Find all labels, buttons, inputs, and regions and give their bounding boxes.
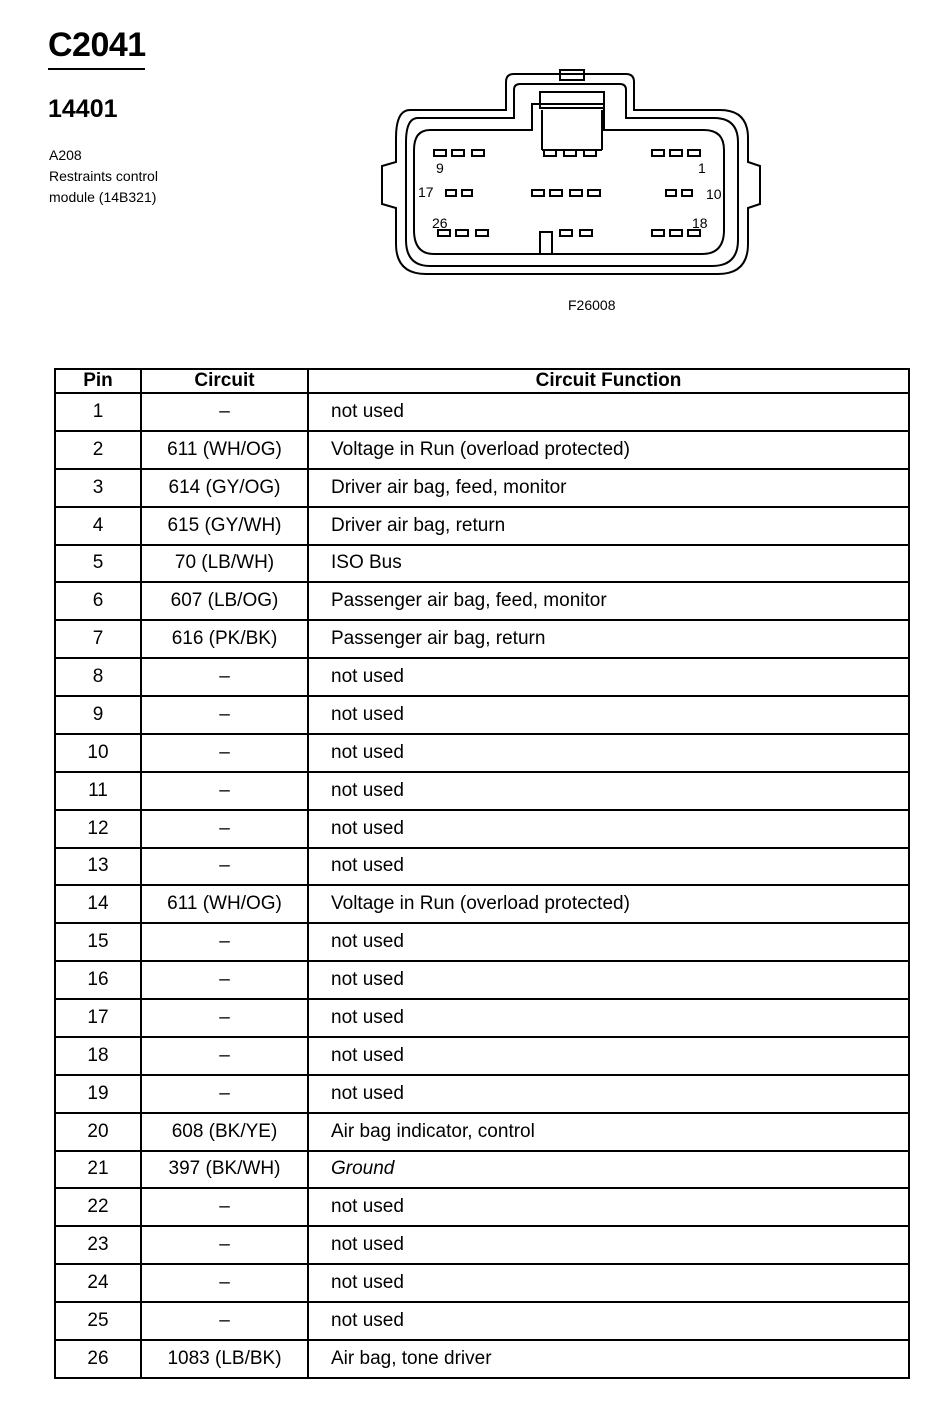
header-pin: Pin bbox=[55, 369, 141, 393]
circuit-cell: – bbox=[141, 1075, 308, 1113]
circuit-cell: – bbox=[141, 848, 308, 886]
circuit-cell: 611 (WH/OG) bbox=[141, 431, 308, 469]
table-row bbox=[55, 431, 909, 469]
description-line: Restraints control bbox=[49, 168, 158, 184]
pin-cell: 26 bbox=[55, 1340, 141, 1378]
pin-cell: 2 bbox=[55, 431, 141, 469]
pin-cell: 13 bbox=[55, 848, 141, 886]
circuit-cell: – bbox=[141, 658, 308, 696]
table-row bbox=[55, 923, 909, 961]
pin-cell: 22 bbox=[55, 1188, 141, 1226]
function-cell: not used bbox=[308, 961, 909, 999]
header-circuit-function: Circuit Function bbox=[308, 369, 909, 393]
pin-label-17: 17 bbox=[418, 184, 434, 200]
function-cell: not used bbox=[308, 1264, 909, 1302]
table-row bbox=[55, 961, 909, 999]
pin-cell: 10 bbox=[55, 734, 141, 772]
pin-cell: 12 bbox=[55, 810, 141, 848]
pin-cell: 14 bbox=[55, 885, 141, 923]
connector-id-title: C2041 bbox=[48, 26, 146, 64]
pin-cell: 1 bbox=[55, 393, 141, 431]
table-row bbox=[55, 1075, 909, 1113]
function-cell: Air bag, tone driver bbox=[308, 1340, 909, 1378]
table-row bbox=[55, 696, 909, 734]
table-row bbox=[55, 658, 909, 696]
table-row bbox=[55, 810, 909, 848]
connector-face-diagram bbox=[374, 66, 770, 286]
function-cell: Air bag indicator, control bbox=[308, 1113, 909, 1151]
circuit-cell: – bbox=[141, 1188, 308, 1226]
function-cell: not used bbox=[308, 1037, 909, 1075]
table-row bbox=[55, 999, 909, 1037]
pin-cell: 21 bbox=[55, 1151, 141, 1189]
description-line: module (14B321) bbox=[49, 189, 157, 205]
function-cell: not used bbox=[308, 923, 909, 961]
table-row bbox=[55, 582, 909, 620]
table-row bbox=[55, 620, 909, 658]
circuit-cell: – bbox=[141, 961, 308, 999]
pin-cell: 11 bbox=[55, 772, 141, 810]
pin-row-middle bbox=[446, 190, 692, 196]
pin-cell: 18 bbox=[55, 1037, 141, 1075]
pin-cell: 3 bbox=[55, 469, 141, 507]
table-row bbox=[55, 469, 909, 507]
circuit-cell: – bbox=[141, 1226, 308, 1264]
circuit-cell: – bbox=[141, 1037, 308, 1075]
circuit-cell: 615 (GY/WH) bbox=[141, 507, 308, 545]
function-cell: not used bbox=[308, 810, 909, 848]
circuit-cell: 614 (GY/OG) bbox=[141, 469, 308, 507]
table-row bbox=[55, 772, 909, 810]
table-row bbox=[55, 1037, 909, 1075]
pin-cell: 16 bbox=[55, 961, 141, 999]
pin-cell: 19 bbox=[55, 1075, 141, 1113]
pin-label-9: 9 bbox=[436, 160, 444, 176]
function-cell: Voltage in Run (overload protected) bbox=[308, 431, 909, 469]
table-row bbox=[55, 1302, 909, 1340]
module-description bbox=[49, 145, 158, 208]
function-cell: Voltage in Run (overload protected) bbox=[308, 885, 909, 923]
circuit-cell: – bbox=[141, 1264, 308, 1302]
table-row bbox=[55, 1226, 909, 1264]
function-cell: not used bbox=[308, 658, 909, 696]
circuit-cell: – bbox=[141, 734, 308, 772]
table-row bbox=[55, 1340, 909, 1378]
circuit-cell: 608 (BK/YE) bbox=[141, 1113, 308, 1151]
function-cell: Passenger air bag, feed, monitor bbox=[308, 582, 909, 620]
pin-cell: 23 bbox=[55, 1226, 141, 1264]
circuit-cell: 611 (WH/OG) bbox=[141, 885, 308, 923]
pin-cell: 8 bbox=[55, 658, 141, 696]
function-cell: Driver air bag, return bbox=[308, 507, 909, 545]
function-cell: Ground bbox=[308, 1151, 909, 1189]
table-row bbox=[55, 507, 909, 545]
circuit-cell: 397 (BK/WH) bbox=[141, 1151, 308, 1189]
circuit-cell: – bbox=[141, 999, 308, 1037]
circuit-cell: – bbox=[141, 393, 308, 431]
circuit-cell: 607 (LB/OG) bbox=[141, 582, 308, 620]
function-cell: not used bbox=[308, 1188, 909, 1226]
circuit-cell: – bbox=[141, 772, 308, 810]
function-cell: Driver air bag, feed, monitor bbox=[308, 469, 909, 507]
pin-label-10: 10 bbox=[706, 186, 722, 202]
function-cell: not used bbox=[308, 1302, 909, 1340]
circuit-cell: – bbox=[141, 696, 308, 734]
circuit-cell: 616 (PK/BK) bbox=[141, 620, 308, 658]
pin-table-body bbox=[55, 393, 909, 1378]
keying-slot bbox=[540, 232, 552, 254]
circuit-cell: 1083 (LB/BK) bbox=[141, 1340, 308, 1378]
pin-row-bottom bbox=[438, 230, 700, 236]
figure-code: F26008 bbox=[568, 297, 616, 313]
table-row bbox=[55, 734, 909, 772]
pin-cell: 15 bbox=[55, 923, 141, 961]
function-cell: Passenger air bag, return bbox=[308, 620, 909, 658]
pin-cell: 4 bbox=[55, 507, 141, 545]
function-cell: not used bbox=[308, 734, 909, 772]
function-cell: not used bbox=[308, 999, 909, 1037]
pin-label-18: 18 bbox=[692, 215, 708, 231]
pin-cell: 24 bbox=[55, 1264, 141, 1302]
circuit-cell: 70 (LB/WH) bbox=[141, 545, 308, 583]
connector-inner-shell bbox=[406, 84, 738, 266]
table-row bbox=[55, 1151, 909, 1189]
table-row bbox=[55, 885, 909, 923]
pin-cell: 25 bbox=[55, 1302, 141, 1340]
function-cell: not used bbox=[308, 696, 909, 734]
function-cell: not used bbox=[308, 393, 909, 431]
function-cell: not used bbox=[308, 772, 909, 810]
function-cell: not used bbox=[308, 848, 909, 886]
table-row bbox=[55, 545, 909, 583]
header-circuit: Circuit bbox=[141, 369, 308, 393]
function-cell: ISO Bus bbox=[308, 545, 909, 583]
table-row bbox=[55, 1188, 909, 1226]
part-number: 14401 bbox=[48, 95, 118, 123]
function-cell: not used bbox=[308, 1226, 909, 1264]
table-row bbox=[55, 393, 909, 431]
pin-cell: 7 bbox=[55, 620, 141, 658]
pin-label-1: 1 bbox=[698, 160, 706, 176]
pin-cavity-area bbox=[414, 104, 724, 254]
description-line: A208 bbox=[49, 147, 82, 163]
title-underline bbox=[48, 68, 145, 70]
pin-cell: 5 bbox=[55, 545, 141, 583]
pin-cell: 20 bbox=[55, 1113, 141, 1151]
circuit-cell: – bbox=[141, 810, 308, 848]
pin-table bbox=[54, 368, 910, 1379]
table-row bbox=[55, 1113, 909, 1151]
circuit-cell: – bbox=[141, 1302, 308, 1340]
pin-cell: 6 bbox=[55, 582, 141, 620]
function-cell: not used bbox=[308, 1075, 909, 1113]
latch-slot bbox=[540, 92, 604, 108]
pin-cell: 17 bbox=[55, 999, 141, 1037]
pin-row-top bbox=[434, 150, 700, 156]
pin-cell: 9 bbox=[55, 696, 141, 734]
table-row bbox=[55, 1264, 909, 1302]
pin-label-26: 26 bbox=[432, 215, 448, 231]
table-header-row bbox=[55, 369, 909, 393]
circuit-cell: – bbox=[141, 923, 308, 961]
table-row bbox=[55, 848, 909, 886]
